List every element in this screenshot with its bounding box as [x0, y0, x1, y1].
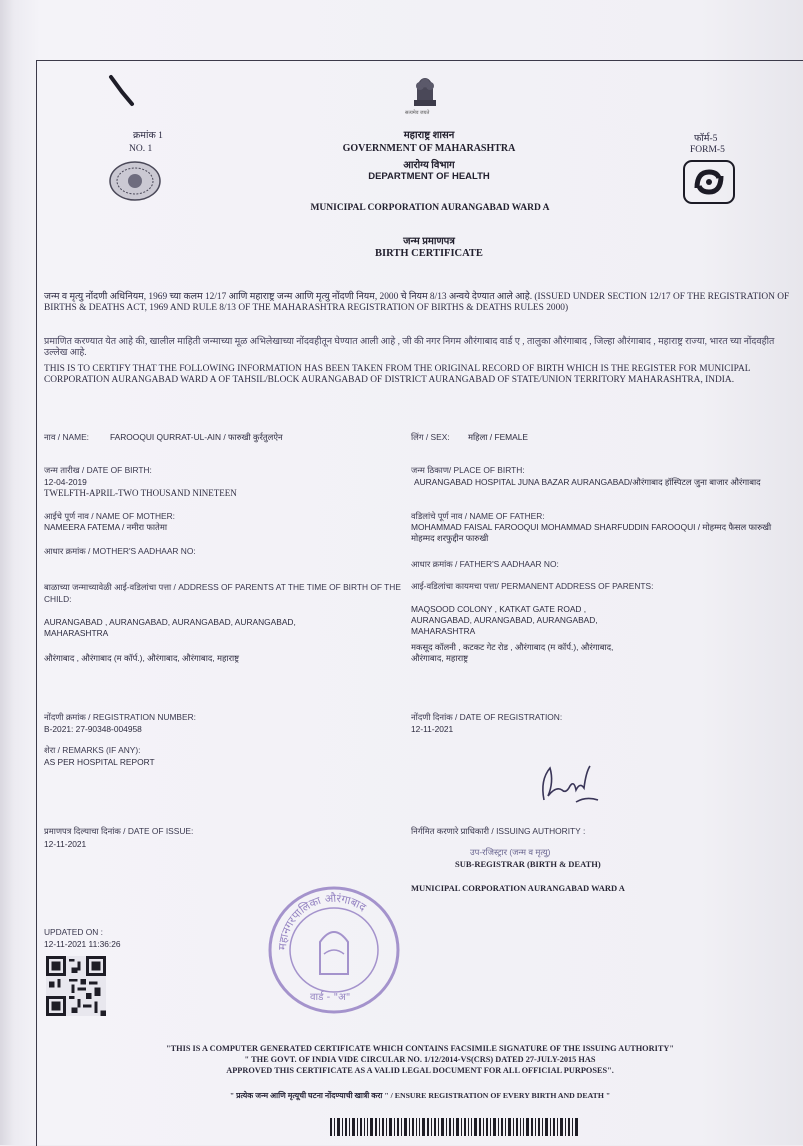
- name-value: FAROOQUI QURRAT-UL-AIN / फारुखी कुर्रतुलऐन: [110, 432, 283, 442]
- mother-aadhaar-label: आधार क्रमांक / MOTHER'S AADHAAR NO:: [44, 546, 196, 556]
- authority-marathi: उप-रजिस्ट्रार (जन्म व मृत्यु): [470, 847, 551, 857]
- dob-words: TWELFTH-APRIL-TWO THOUSAND NINETEEN: [44, 488, 237, 498]
- act-statement: जन्म व मृत्यु नोंदणी अधिनियम, 1969 च्या कलम 12/17 आणि महाराष्ट्र जन्म आणि मृत्यु नोंदणी नियम, 2000 चे नियम 8/13 अन्वये देण्यात आले आहे. (ISSUED UNDER SECTION 12/17 OF THE REGISTRATION OF BIRTHS & DEATHS ACT, 1969 AND RULE 8/13 OF THE MAHARASHTRA REGISTRATION OF BIRTHS & DEATHS RULES 2000): [44, 292, 790, 313]
- national-emblem-icon: [408, 74, 442, 112]
- permanent-address-marathi: मकसूद कॉलनी , कटकट गेट रोड , औरंगाबाद (म कॉर्प.), औरंगाबाद, औरंगाबाद, महाराष्ट्र: [411, 642, 614, 663]
- authority-corporation: MUNICIPAL CORPORATION AURANGABAD WARD A: [411, 883, 625, 893]
- mother-value: NAMEERA FATEMA / नमीरा फातेमा: [44, 522, 168, 532]
- number-english: NO. 1: [129, 144, 153, 154]
- footer-line-4: " प्रत्येक जन्म आणि मृत्यूची घटना नोंदण्याची खात्री करा " / ENSURE REGISTRATION OF EVERY BIRTH AND DEATH ": [229, 1091, 611, 1100]
- father-value: MOHAMMAD FAISAL FAROOQUI MOHAMMAD SHARFUDDIN FAROOQUI / मोहम्मद फैसल फारुखी मोहम्मद शरफुद्दीन फारुखी: [411, 522, 772, 543]
- permanent-address-label: आई-वडिलांचा कायमचा पत्ता/ PERMANENT ADDRESS OF PARENTS:: [411, 581, 654, 591]
- pen-mark: [108, 74, 138, 108]
- corporation-title: MUNICIPAL CORPORATION AURANGABAD WARD A: [310, 203, 550, 213]
- health-logo-icon: [683, 160, 735, 204]
- remarks-label: शेरा / REMARKS (IF ANY):: [44, 745, 141, 755]
- registration-date-label: नोंदणी दिनांक / DATE OF REGISTRATION:: [411, 712, 563, 722]
- address-at-birth-english: AURANGABAD , AURANGABAD, AURANGABAD, AURANGABAD, MAHARASHTRA: [44, 617, 296, 638]
- stamp-ward: वार्ड - "अ": [310, 992, 351, 1003]
- address-at-birth-marathi: औरंगाबाद , औरंगाबाद (म कॉर्प.), औरंगाबाद, औरंगाबाद, महाराष्ट्र: [44, 653, 240, 663]
- sex-label: लिंग / SEX:: [411, 432, 450, 442]
- certificate-title-marathi: जन्म प्रमाणपत्र: [403, 236, 455, 247]
- authority-title: SUB-REGISTRAR (BIRTH & DEATH): [455, 859, 601, 869]
- footer-line-2: " THE GOVT. OF INDIA VIDE CIRCULAR NO. 1/12/2014-VS(CRS) DATED 27-JULY-2015 HAS: [244, 1055, 596, 1064]
- permanent-address-english: MAQSOOD COLONY , KATKAT GATE ROAD , AURANGABAD, AURANGABAD, AURANGABAD, MAHARASHTRA: [411, 604, 598, 636]
- updated-on-label: UPDATED ON :: [44, 927, 103, 937]
- emblem-caption: सत्यमेव जयते: [405, 110, 430, 116]
- maharashtra-seal-icon: [108, 160, 162, 202]
- issuing-authority-label: निर्गमित करणारे प्राधिकारी / ISSUING AUTHORITY :: [411, 826, 586, 836]
- footer-line-3: APPROVED THIS CERTIFICATE AS A VALID LEGAL DOCUMENT FOR ALL OFFICIAL PURPOSES".: [226, 1066, 614, 1075]
- government-marathi: महाराष्ट्र शासन: [403, 130, 455, 141]
- issue-date-value: 12-11-2021: [44, 839, 87, 849]
- form-marathi: फॉर्म-5: [694, 134, 718, 144]
- mother-label: आईचे पूर्ण नाव / NAME OF MOTHER:: [44, 511, 176, 521]
- certificate-title-english: BIRTH CERTIFICATE: [375, 248, 483, 259]
- official-stamp: [266, 884, 402, 1016]
- address-at-birth-label: बाळाच्या जन्माच्यावेळी आई-वडिलांचा पत्ता / ADDRESS OF PARENTS AT THE TIME OF BIRTH OF THE CHILD:: [44, 582, 401, 604]
- pob-value: AURANGABAD HOSPITAL JUNA BAZAR AURANGABAD/औरंगाबाद हॉस्पिटल जुना बाजार औरंगाबाद: [414, 477, 761, 487]
- registration-number-value: B-2021: 27-90348-004958: [44, 724, 142, 734]
- barcode: [330, 1118, 580, 1136]
- registration-date-value: 12-11-2021: [411, 724, 454, 734]
- dob-value: 12-04-2019: [44, 477, 87, 487]
- department-english: DEPARTMENT OF HEALTH: [368, 171, 490, 182]
- form-english: FORM-5: [690, 145, 725, 155]
- registration-number-label: नोंदणी क्रमांक / REGISTRATION NUMBER:: [44, 712, 196, 722]
- authority-signature: [536, 760, 606, 810]
- number-marathi: क्रमांक 1: [133, 131, 163, 141]
- sex-value: महिला / FEMALE: [468, 432, 528, 442]
- stamp-text: महानगरपालिका औरंगाबाद: [275, 891, 369, 951]
- remarks-value: AS PER HOSPITAL REPORT: [44, 757, 155, 767]
- father-aadhaar-label: आधार क्रमांक / FATHER'S AADHAAR NO:: [411, 559, 559, 569]
- department-marathi: आरोग्य विभाग: [403, 160, 455, 171]
- issue-date-label: प्रमाणपत्र दिल्याचा दिनांक / DATE OF ISSUE:: [44, 826, 194, 836]
- government-english: GOVERNMENT OF MAHARASHTRA: [342, 143, 516, 154]
- certify-statement-marathi: प्रमाणित करण्यात येत आहे की, खालील माहिती जन्माच्या मूळ अभिलेखाच्या नोंदवहीतून घेण्यात आली आहे , जी की नगर निगम औरंगाबाद वार्ड ए , तालुका औरंगाबाद , जिल्हा औरंगाबाद , महाराष्ट्र राज्या, भारत च्या नोंदवहीत उल्लेख आहे.: [44, 337, 775, 358]
- footer-line-1: "THIS IS A COMPUTER GENERATED CERTIFICATE WHICH CONTAINS FACSIMILE SIGNATURE OF THE ISSUING AUTHORITY": [166, 1044, 674, 1053]
- name-label: नाव / NAME:: [44, 432, 89, 442]
- father-label: वडिलांचे पूर्ण नाव / NAME OF FATHER:: [411, 511, 545, 521]
- qr-code: [46, 956, 106, 1016]
- updated-on-value: 12-11-2021 11:36:26: [44, 939, 121, 949]
- svg-text:महानगरपालिका औरंगाबाद: [276, 892, 369, 951]
- dob-label: जन्म तारीख / DATE OF BIRTH:: [44, 465, 152, 475]
- pob-label: जन्म ठिकाण/ PLACE OF BIRTH:: [411, 465, 525, 475]
- certify-statement-english: THIS IS TO CERTIFY THAT THE FOLLOWING INFORMATION HAS BEEN TAKEN FROM THE ORIGINAL RECORD OF BIRTH WHICH IS THE REGISTER FOR MUNICIPAL CORPORATION AURANGABAD WARD A OF TAHSIL/BLOCK AURANGABAD OF DISTRICT AURANGABAD OF STATE/UNION TERRITORY MAHARASHTRA, INDIA.: [44, 364, 751, 385]
